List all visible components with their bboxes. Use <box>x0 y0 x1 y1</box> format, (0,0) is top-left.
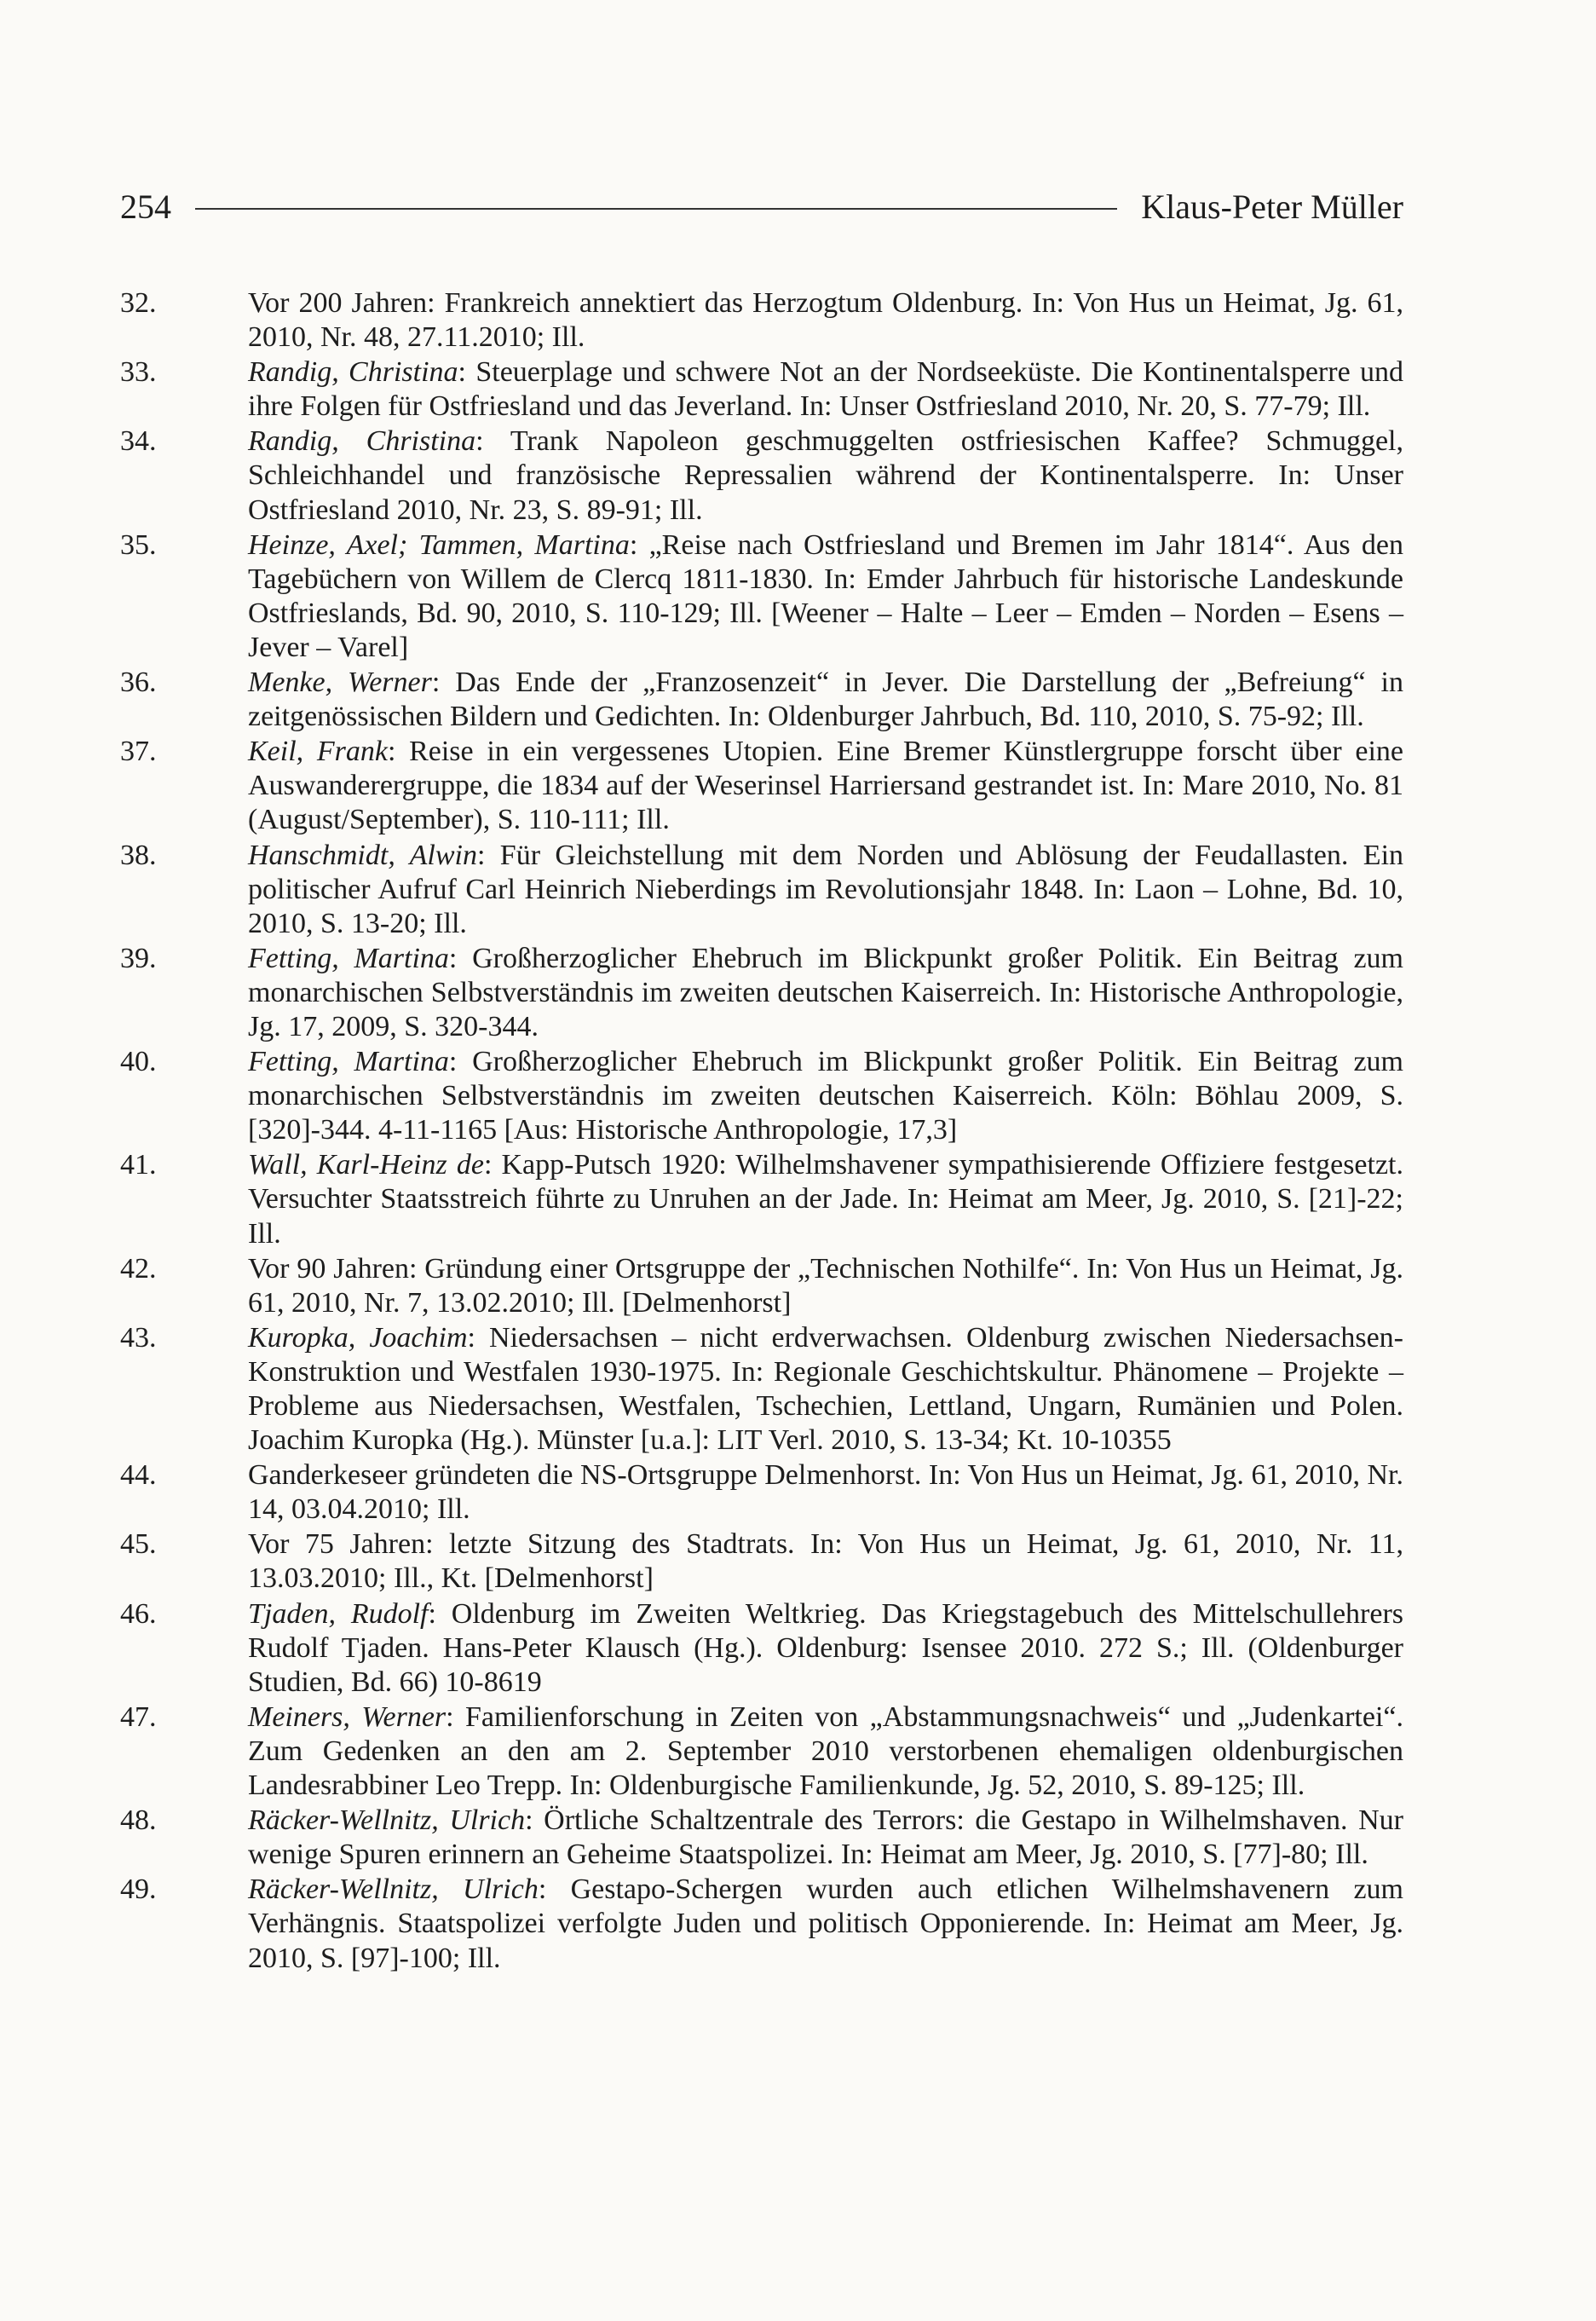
entry-body <box>248 1804 1403 1872</box>
entry-text: : Großherzoglicher Ehebruch im Blickpunkt großer Politik. Ein Beitrag zum monarchischen Selbstverständnis im zweiten deutschen Kaiserreich. In: Historische Anthropologie, Jg. 17, 2009, S. 320-344. <box>248 942 1403 1042</box>
entry-text: : Großherzoglicher Ehebruch im Blickpunkt großer Politik. Ein Beitrag zum monarchischen Selbstverständnis im zweiten deutschen Kaiserreich. Köln: Böhlau 2009, S. [320]-344. 4-11-1165 [Aus: Historische Anthropologie, 17,3] <box>248 1046 1403 1146</box>
entry-text: : Oldenburg im Zweiten Weltkrieg. Das Kriegstagebuch des Mittelschullehrers Rudolf Tjaden. Hans-Peter Klausch (Hg.). Oldenburg: Isensee 2010. 272 S.; Ill. (Oldenburger Studien, Bd. 66) 10-8619 <box>248 1597 1404 1698</box>
entry-body <box>248 1597 1403 1700</box>
entry-body <box>248 1321 1403 1458</box>
entry-number: 48. <box>120 1804 157 1837</box>
entry-author: Randig, Christina <box>248 356 458 389</box>
entry-author: Meiners, Werner <box>248 1700 447 1733</box>
bibliography-entry <box>120 735 1403 837</box>
entry-text: Ganderkeseer gründeten die NS-Ortsgruppe Delmenhorst. In: Von Hus un Heimat, Jg. 61, 2010, Nr. 14, 03.04.2010; Ill. <box>248 1459 1403 1526</box>
bibliography-entry <box>120 1321 1403 1458</box>
entry-text: : Gestapo-Schergen wurden auch etlichen Wilhelmshavenern zum Verhängnis. Staatspolizei verfolgte Juden und politisch Opponierende. In: Heimat am Meer, Jg. 2010, S. [97]-100; Ill. <box>248 1874 1403 1974</box>
bibliography-entry <box>120 424 1403 527</box>
bibliography-entry <box>120 1700 1403 1803</box>
entry-number: 41. <box>120 1149 157 1181</box>
bibliography-entry <box>120 1458 1403 1527</box>
bibliography-entry <box>120 1527 1403 1596</box>
bibliography-entry <box>120 1148 1403 1250</box>
entry-number: 45. <box>120 1528 157 1561</box>
entry-text: Vor 90 Jahren: Gründung einer Ortsgruppe der „Technischen Nothilfe“. In: Von Hus un Heimat, Jg. 61, 2010, Nr. 7, 13.02.2010; Ill. [Delmenhorst] <box>248 1252 1403 1319</box>
entry-body <box>248 942 1403 1044</box>
bibliography-entry <box>120 355 1403 424</box>
entry-number: 44. <box>120 1459 157 1492</box>
entry-number: 35. <box>120 528 157 561</box>
bibliography-entry <box>120 286 1403 355</box>
bibliography-entry <box>120 528 1403 665</box>
entry-text: Vor 75 Jahren: letzte Sitzung des Stadtrats. In: Von Hus un Heimat, Jg. 61, 2010, Nr. 11, 13.03.2010; Ill., Kt. [Delmenhorst] <box>248 1528 1403 1595</box>
entry-body <box>248 528 1403 665</box>
entry-text: : Das Ende der „Franzosenzeit“ in Jever. Die Darstellung der „Befreiung“ in zeitgenössischen Bildern und Gedichten. In: Oldenburger Jahrbuch, Bd. 110, 2010, S. 75-92; Ill. <box>248 667 1403 733</box>
entry-body <box>248 666 1403 734</box>
entry-body <box>248 1458 1403 1527</box>
bibliography-entry <box>120 1873 1403 1975</box>
entry-number: 38. <box>120 839 157 871</box>
entry-text: : Steuerplage und schwere Not an der Nordseeküste. Die Kontinentalsperre und ihre Folgen für Ostfriesland und das Jeverland. In: Unser Ostfriesland 2010, Nr. 20, S. 77-79; Ill. <box>248 356 1403 423</box>
bibliography-list <box>120 286 1403 1977</box>
entry-number: 46. <box>120 1597 157 1630</box>
entry-text: : „Reise nach Ostfriesland und Bremen im Jahr 1814“. Aus den Tagebüchern von Willem de Clercq 1811-1830. In: Emder Jahrbuch für historische Landeskunde Ostfrieslands, Bd. 90, 2010, S. 110-129; Ill. [Weener – Halte – Leer – Emden – Norden – Esens – Jever – Varel] <box>248 528 1403 663</box>
entry-author: Keil, Frank <box>248 736 388 768</box>
entry-text: : Reise in ein vergessenes Utopien. Eine Bremer Künstlergruppe forscht über eine Auswanderergruppe, die 1834 auf der Weserinsel Harriersand gestrandet ist. In: Mare 2010, No. 81 (August/September), S. 110-111; Ill. <box>248 736 1403 836</box>
bibliography-entry <box>120 839 1403 941</box>
entry-number: 43. <box>120 1321 157 1354</box>
entry-author: Räcker-Wellnitz, Ulrich <box>248 1804 526 1837</box>
entry-text: : Familienforschung in Zeiten von „Abstammungsnachweis“ und „Judenkartei“. Zum Gedenken an den am 2. September 2010 verstorbenen ehemaligen oldenburgischen Landesrabbiner Leo Trepp. In: Oldenburgische Familienkunde, Jg. 52, 2010, S. 89-125; Ill. <box>248 1700 1403 1802</box>
entry-number: 40. <box>120 1046 157 1078</box>
entry-body <box>248 1527 1403 1596</box>
page-number: 254 <box>120 187 171 226</box>
entry-number: 36. <box>120 667 157 699</box>
entry-body <box>248 839 1403 941</box>
entry-body <box>248 424 1403 527</box>
entry-number: 47. <box>120 1700 157 1733</box>
bibliography-entry <box>120 1804 1403 1872</box>
entry-author: Hanschmidt, Alwin <box>248 839 477 871</box>
entry-author: Wall, Karl-Heinz de <box>248 1149 484 1181</box>
entry-text: : Trank Napoleon geschmuggelten ostfriesischen Kaffee? Schmuggel, Schleichhandel und französische Repressalien während der Kontinentalsperre. In: Unser Ostfriesland 2010, Nr. 23, S. 89-91; Ill. <box>248 425 1403 526</box>
entry-number: 33. <box>120 356 157 389</box>
entry-body <box>248 1700 1403 1803</box>
entry-number: 32. <box>120 287 157 319</box>
entry-body <box>248 1252 1403 1320</box>
entry-number: 42. <box>120 1252 157 1285</box>
entry-author: Menke, Werner <box>248 667 432 699</box>
bibliography-entry <box>120 666 1403 734</box>
entry-author: Randig, Christina <box>248 425 476 458</box>
entry-body <box>248 735 1403 837</box>
bibliography-entry <box>120 1252 1403 1320</box>
header-rule <box>195 208 1117 210</box>
bibliography-entry <box>120 1597 1403 1700</box>
entry-author: Tjaden, Rudolf <box>248 1597 429 1630</box>
entry-text: : Kapp-Putsch 1920: Wilhelmshavener sympathisierende Offiziere festgesetzt. Versuchter Staatsstreich führte zu Unruhen an der Jade. In: Heimat am Meer, Jg. 2010, S. [21]-22; Ill. <box>248 1149 1403 1250</box>
entry-body <box>248 286 1403 355</box>
entry-number: 34. <box>120 425 157 458</box>
entry-body <box>248 1045 1403 1147</box>
entry-author: Kuropka, Joachim <box>248 1321 468 1354</box>
running-head: Klaus-Peter Müller <box>1141 187 1403 226</box>
entry-text: : Niedersachsen – nicht erdverwachsen. Oldenburg zwischen Niedersachsen-Konstruktion und Westfalen 1930-1975. In: Regionale Geschichtskultur. Phänomene – Projekte – Probleme aus Niedersachsen, Westfalen, Tschechien, Lettland, Ungarn, Rumänien und Polen. Joachim Kuropka (Hg.). Münster [u.a.]: LIT Verl. 2010, S. 13-34; Kt. 10-10355 <box>248 1321 1404 1457</box>
entry-author: Heinze, Axel; Tammen, Martina <box>248 528 630 561</box>
entry-number: 49. <box>120 1874 157 1906</box>
entry-number: 37. <box>120 736 157 768</box>
page-header <box>120 181 1403 232</box>
entry-number: 39. <box>120 942 157 974</box>
entry-body <box>248 1148 1403 1250</box>
entry-author: Räcker-Wellnitz, Ulrich <box>248 1874 539 1906</box>
entry-author: Fetting, Martina <box>248 1046 449 1078</box>
bibliography-entry <box>120 942 1403 1044</box>
bibliography-entry <box>120 1045 1403 1147</box>
entry-text: Vor 200 Jahren: Frankreich annektiert das Herzogtum Oldenburg. In: Von Hus un Heimat, Jg. 61, 2010, Nr. 48, 27.11.2010; Ill. <box>248 287 1403 354</box>
entry-text: : Örtliche Schaltzentrale des Terrors: die Gestapo in Wilhelmshaven. Nur wenige Spuren erinnern an Geheime Staatspolizei. In: Heimat am Meer, Jg. 2010, S. [77]-80; Ill. <box>248 1804 1403 1871</box>
entry-body <box>248 355 1403 424</box>
entry-body <box>248 1873 1403 1975</box>
entry-author: Fetting, Martina <box>248 942 449 974</box>
entry-text: : Für Gleichstellung mit dem Norden und Ablösung der Feudallasten. Ein politischer Aufruf Carl Heinrich Nieberdings im Revolutionsjahr 1848. In: Laon – Lohne, Bd. 10, 2010, S. 13-20; Ill. <box>248 839 1404 939</box>
